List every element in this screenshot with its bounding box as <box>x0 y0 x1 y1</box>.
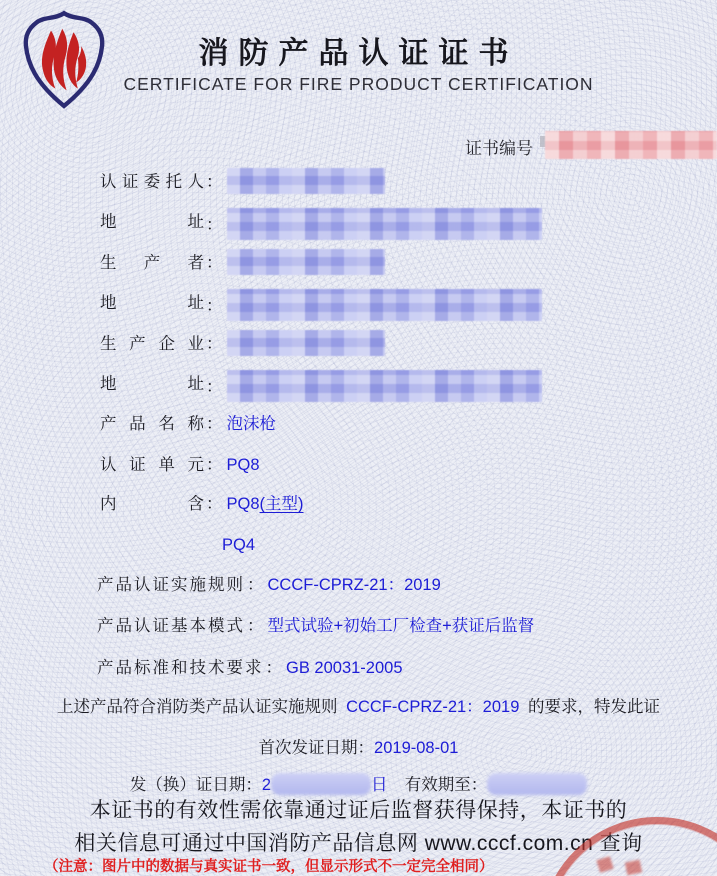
certificate-title-en: CERTIFICATE FOR FIRE PRODUCT CERTIFICATION <box>123 74 594 94</box>
mode-value: 型式试验+初始工厂检查+获证后监督 <box>267 617 535 635</box>
first-issue-line: 首次发证日期：2019-08-01 <box>258 739 459 757</box>
field-row-address-2: 地址 ： <box>100 291 542 323</box>
field-label: 生产企业 <box>100 335 204 353</box>
reissue-label: 发（换）证日期 <box>129 776 246 794</box>
field-row-mode: 产品认证基本模式 ： 型式试验+初始工厂检查+获证后监督 <box>97 617 535 635</box>
field-row-contains-line2 <box>222 533 255 557</box>
rule-value: CCCF-CPRZ-21：2019 <box>267 576 441 594</box>
maintain-statement: 本证书的有效性需依靠通过证后监督获得保持，本证书的 <box>89 799 628 822</box>
standard-value: GB 20031-2005 <box>286 659 403 677</box>
redacted-value <box>227 289 542 321</box>
info-statement: 相关信息可通过中国消防产品信息网 www.cccf.com.cn 查询 <box>74 832 643 855</box>
field-label: 生产者 <box>100 254 204 272</box>
field-row-rule: 产品认证实施规则 ： CCCF-CPRZ-21：2019 <box>97 576 441 594</box>
field-label: 产品名称 <box>100 415 204 433</box>
field-row-factory: 生产企业 ： <box>100 332 385 358</box>
valid-until-label: 有效期至 <box>404 776 471 794</box>
conformity-statement: 上述产品符合消防类产品认证实施规则 CCCF-CPRZ-21：2019 的要求，特发此证 <box>57 698 660 716</box>
reissue-date-start: 2 <box>261 776 271 794</box>
field-row-cert-unit: 认证单元 ： PQ8 <box>100 453 260 477</box>
field-label: 认证单元 <box>100 456 204 474</box>
cert-no-redacted-value <box>545 131 717 159</box>
red-note: （注意：图片中的数据与真实证书一致，但显示形式不一定完全相同） <box>44 859 494 875</box>
first-issue-date: 2019-08-01 <box>374 739 459 757</box>
redacted-value <box>227 330 385 356</box>
redacted-value <box>227 249 385 275</box>
valid-until-redacted <box>487 773 587 795</box>
field-row-product-name: 产品名称 ： 泡沫枪 <box>100 412 276 436</box>
redacted-value <box>227 370 542 402</box>
field-label: 产品标准和技术要求 <box>97 659 264 677</box>
field-label: 地址 <box>100 375 204 393</box>
field-row-applicant: 认证委托人 ： <box>100 170 385 196</box>
reissue-date-end: 日 <box>371 776 388 794</box>
reissue-date-redacted <box>271 773 371 795</box>
redacted-value <box>227 168 385 194</box>
field-label: 地址 <box>100 213 204 231</box>
contains-value-main: PQ8 <box>226 495 260 513</box>
field-label: 内含 <box>100 495 204 513</box>
first-issue-label: 首次发证日期 <box>258 739 358 757</box>
field-label: 产品认证实施规则 <box>97 576 245 594</box>
field-label: 认证委托人 <box>100 173 204 191</box>
field-label: 地址 <box>100 294 204 312</box>
cert-unit-value: PQ8 <box>226 456 260 474</box>
field-row-contains: 内含 ： PQ8(主型) <box>100 492 304 516</box>
field-row-address-1: 地址 ： <box>100 210 542 242</box>
cert-no-label: 证书编号 <box>465 139 533 158</box>
field-row-producer: 生产者 ： <box>100 251 385 277</box>
contains-value-line2: PQ4 <box>222 536 256 554</box>
contains-value-subtype: (主型) <box>259 495 304 513</box>
field-row-address-3: 地址 ： <box>100 372 542 404</box>
field-label: 产品认证基本模式 <box>97 617 245 635</box>
redacted-value <box>227 208 542 240</box>
field-row-standard: 产品标准和技术要求 ： GB 20031-2005 <box>97 659 403 677</box>
certificate-title-cn: 消防产品认证证书 <box>198 37 519 70</box>
product-name-value: 泡沫枪 <box>226 415 276 433</box>
conformity-rule-ref: CCCF-CPRZ-21：2019 <box>346 698 520 716</box>
reissue-validity-line: 发（换）证日期：2 日 有效期至： <box>0 771 717 795</box>
